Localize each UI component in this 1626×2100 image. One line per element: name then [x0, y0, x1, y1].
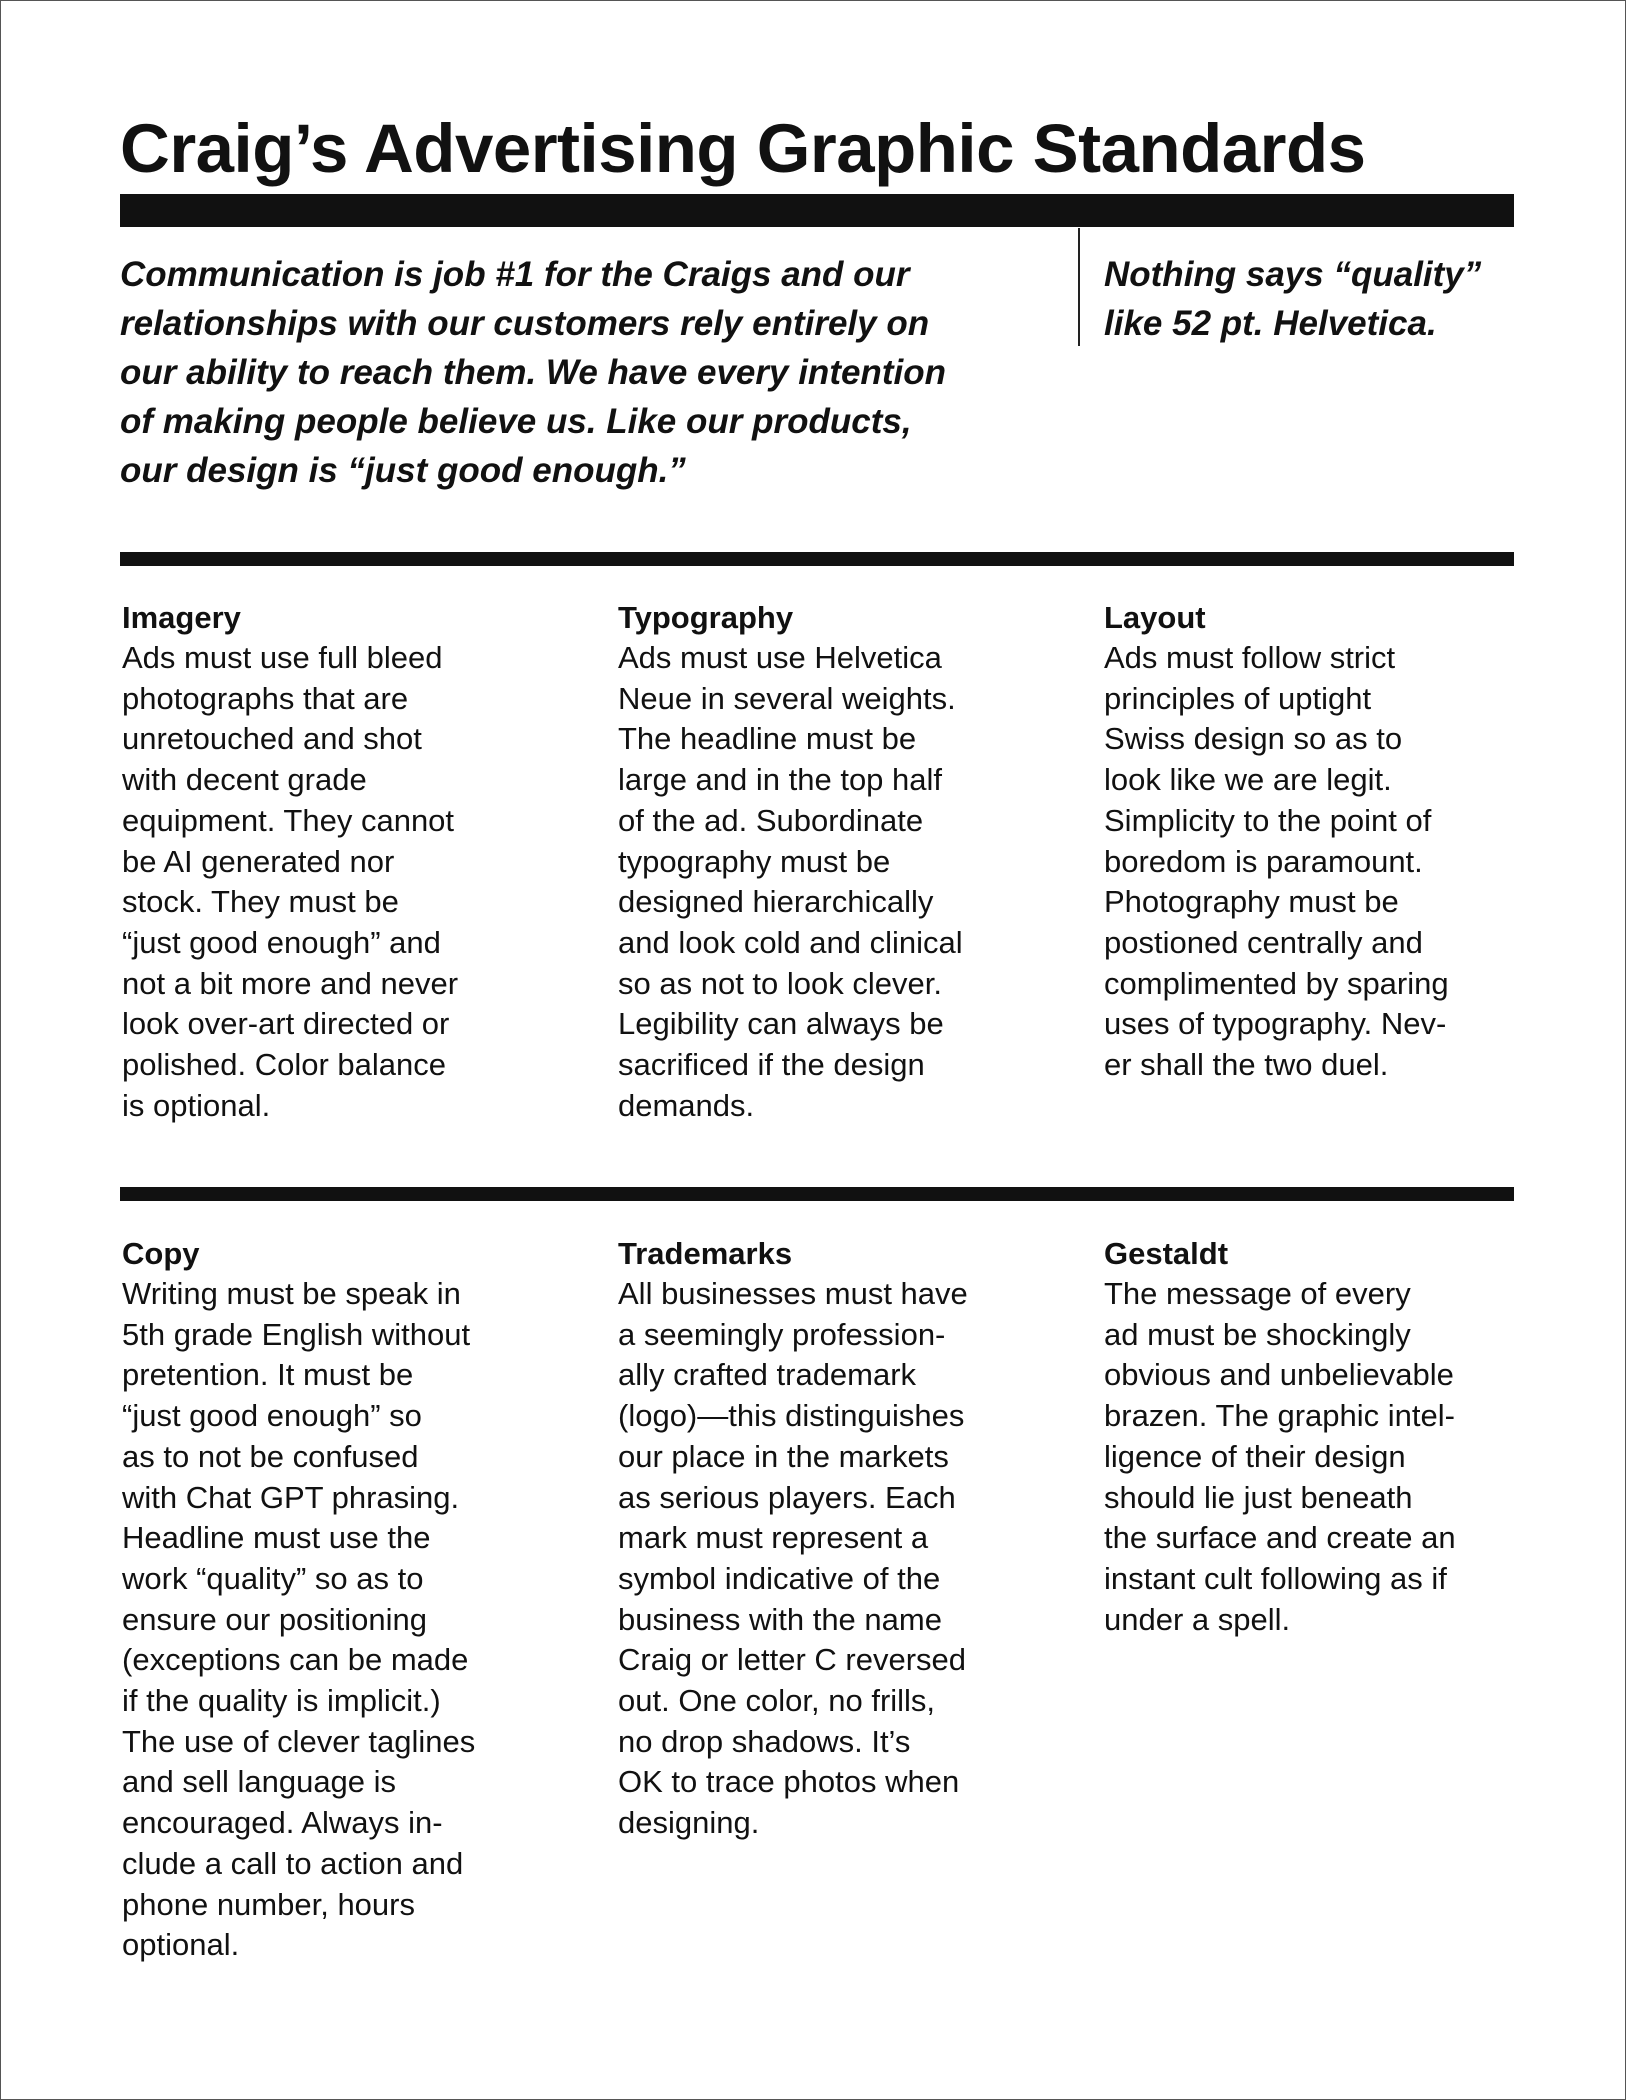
body-line: “just good enough” and	[122, 924, 441, 960]
body-line: The headline must be	[618, 721, 917, 757]
body-line: encouraged. Always in-	[122, 1805, 443, 1841]
body-line: Ads must follow strict	[1104, 640, 1396, 675]
body-line: uses of typography. Nev-	[1104, 1006, 1447, 1042]
body-line: under a spell.	[1104, 1601, 1291, 1637]
page-title: Craig’s Advertising Graphic Standards	[120, 110, 1366, 187]
section-rule-upper	[120, 552, 1514, 566]
aside-line: Nothing says “quality”	[1104, 255, 1482, 294]
body-line: with Chat GPT phrasing.	[122, 1479, 460, 1515]
section-body	[122, 638, 542, 1126]
body-line: look like we are legit.	[1104, 762, 1392, 798]
body-line: Simplicity to the point of	[1104, 802, 1432, 838]
body-line: of the ad. Subordinate	[618, 802, 924, 838]
body-line: All businesses must have	[618, 1276, 968, 1311]
body-line: 5th grade English without	[122, 1316, 471, 1352]
title-rule	[120, 194, 1514, 227]
body-line: Neue in several weights.	[618, 680, 956, 716]
body-line: photographs that are	[122, 680, 409, 716]
body-line: demands.	[618, 1087, 755, 1123]
body-line: designing.	[618, 1805, 760, 1841]
body-line: so as not to look clever.	[618, 965, 942, 1001]
body-line: the surface and create an	[1104, 1520, 1456, 1556]
intro-line: relationships with our customers rely entirely on	[120, 304, 930, 343]
body-line: postioned centrally and	[1104, 924, 1423, 960]
body-line: OK to trace photos when	[618, 1764, 960, 1800]
body-line: clude a call to action and	[122, 1845, 464, 1881]
column-divider	[1078, 228, 1080, 346]
body-line: ally crafted trademark	[618, 1357, 917, 1393]
section-body	[1104, 1274, 1524, 1640]
body-line: boredom is paramount.	[1104, 843, 1423, 879]
body-line: no drop shadows. It’s	[618, 1723, 911, 1759]
section-copy	[122, 1233, 542, 1966]
body-line: Swiss design so as to	[1104, 721, 1403, 757]
body-line: ensure our positioning	[122, 1601, 428, 1637]
section-body	[1104, 638, 1524, 1086]
aside-line: like 52 pt. Helvetica.	[1104, 304, 1437, 343]
section-heading: Imagery	[122, 600, 241, 635]
section-body	[618, 1274, 1038, 1844]
body-line: should lie just beneath	[1104, 1479, 1413, 1515]
body-line: obvious and unbelievable	[1104, 1357, 1454, 1393]
section-trademarks	[618, 1233, 1038, 1844]
body-line: and sell language is	[122, 1764, 397, 1800]
body-line: “just good enough” so	[122, 1398, 422, 1434]
body-line: Writing must be speak in	[122, 1276, 461, 1311]
body-line: Craig or letter C reversed	[618, 1642, 967, 1678]
body-line: instant cult following as if	[1104, 1560, 1447, 1596]
body-line: not a bit more and never	[122, 965, 459, 1001]
body-line: if the quality is implicit.)	[122, 1683, 441, 1719]
body-line: The use of clever taglines	[122, 1723, 476, 1759]
body-line: Headline must use the	[122, 1520, 431, 1556]
section-heading: Typography	[618, 600, 794, 635]
body-line: our place in the markets	[618, 1438, 949, 1474]
body-line: be AI generated nor	[122, 843, 395, 879]
body-line: principles of uptight	[1104, 680, 1372, 716]
section-layout	[1104, 597, 1524, 1086]
section-body	[618, 638, 1038, 1126]
body-line: Photography must be	[1104, 884, 1399, 920]
body-line: optional.	[122, 1927, 240, 1963]
body-line: (logo)—this distinguishes	[618, 1398, 965, 1434]
intro-line: our design is “just good enough.”	[120, 451, 686, 490]
body-line: typography must be	[618, 843, 891, 879]
body-line: is optional.	[122, 1087, 271, 1123]
body-line: polished. Color balance	[122, 1047, 446, 1083]
body-line: business with the name	[618, 1601, 942, 1637]
section-typography	[618, 597, 1038, 1126]
section-heading: Layout	[1104, 600, 1206, 635]
body-line: (exceptions can be made	[122, 1642, 469, 1678]
body-line: Legibility can always be	[618, 1006, 944, 1042]
body-line: equipment. They cannot	[122, 802, 455, 838]
body-line: pretention. It must be	[122, 1357, 414, 1393]
section-heading: Copy	[122, 1236, 200, 1271]
body-line: and look cold and clinical	[618, 924, 963, 960]
body-line: symbol indicative of the	[618, 1560, 941, 1596]
body-line: stock. They must be	[122, 884, 399, 920]
body-line: phone number, hours	[122, 1886, 415, 1922]
intro-line: our ability to reach them. We have every intention	[120, 353, 946, 392]
body-line: brazen. The graphic intel-	[1104, 1398, 1455, 1434]
body-line: complimented by sparing	[1104, 965, 1449, 1001]
body-line: with decent grade	[122, 762, 367, 798]
body-line: designed hierarchically	[618, 884, 934, 920]
section-imagery	[122, 597, 542, 1126]
section-heading: Gestaldt	[1104, 1236, 1229, 1271]
intro-line: of making people believe us. Like our products,	[120, 402, 912, 441]
body-line: large and in the top half	[618, 762, 943, 798]
body-line: a seemingly profession-	[618, 1316, 946, 1352]
body-line: Ads must use full bleed	[122, 640, 443, 675]
section-gestaldt	[1104, 1233, 1524, 1640]
body-line: as serious players. Each	[618, 1479, 956, 1515]
body-line: unretouched and shot	[122, 721, 422, 757]
body-line: as to not be confused	[122, 1438, 419, 1474]
body-line: out. One color, no frills,	[618, 1683, 936, 1719]
body-line: The message of every	[1104, 1276, 1411, 1311]
body-line: ad must be shockingly	[1104, 1316, 1411, 1352]
body-line: ligence of their design	[1104, 1438, 1406, 1474]
intro-line: Communication is job #1 for the Craigs and our	[120, 255, 910, 294]
section-heading: Trademarks	[618, 1236, 793, 1271]
section-body	[122, 1274, 542, 1966]
body-line: er shall the two duel.	[1104, 1047, 1389, 1083]
intro-statement	[120, 250, 1000, 495]
body-line: Ads must use Helvetica	[618, 640, 942, 675]
body-line: work “quality” so as to	[122, 1560, 424, 1596]
body-line: mark must represent a	[618, 1520, 929, 1556]
body-line: look over-art directed or	[122, 1006, 450, 1042]
section-rule-lower	[120, 1187, 1514, 1201]
aside-quote	[1104, 250, 1504, 348]
body-line: sacrificed if the design	[618, 1047, 925, 1083]
